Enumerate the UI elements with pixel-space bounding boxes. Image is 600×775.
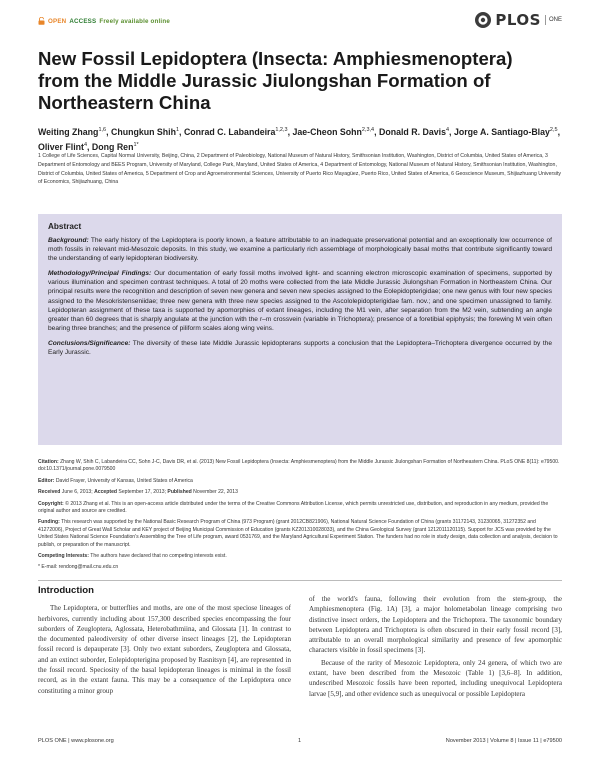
editor: Editor: David Frayer, University of Kansas, United States of America <box>38 477 193 484</box>
conclusions-text: The diversity of these late Middle Jurassic lepidopterans supports a conclusion that the Lepidoptera–Trichoptera divergence occurred by the Early Jurassic. <box>48 339 552 357</box>
article-metadata <box>38 459 562 576</box>
page-footer <box>38 738 562 748</box>
intro-paragraph-1: The Lepidoptera, or butterflies and moths, are one of the most speciose lineages of herbivores, currently including about 157,300 described species encompassing the four suborders of Zeugloptera, Aglossata, Heterobathmiina, and Glossata [1]. In contrast to the documented paleodiversity of other diverse insect lineages [2], the Lepidopteran fossil record is depauperate [3]. Only two extant suborders, Zeugloptera and Glossata, and an extinct suborder, Eolepidopterigina proposed by Rasnitsyn [4], are represented in the fossil record. Speciosity of the basal lepidopteran lineages is minimal in the fossil record, as in the extant fauna. This may be a consequence of the Lepidoptera once constituting a minor group <box>38 604 291 695</box>
author-affiliation-marker: 2,3,4 <box>361 127 375 133</box>
abstract-heading: Abstract <box>48 222 82 231</box>
footer-journal-url[interactable]: PLOS ONE | www.plosone.org <box>38 738 114 744</box>
author-affiliation-marker: 1,2,3 <box>275 127 288 133</box>
open-lock-icon <box>38 17 45 25</box>
abstract-conclusions <box>48 339 552 357</box>
author-name: Dong Ren$^{1*}$ <box>91 141 139 152</box>
author-name: Chungkun Shih$^1$ <box>110 126 180 137</box>
plos-wordmark: PLOS <box>495 11 541 29</box>
conclusions-lead: Conclusions/Significance: <box>48 339 131 347</box>
email[interactable]: * E-mail: rendong@mail.cnu.edu.cn <box>38 564 119 571</box>
journal-header <box>38 10 562 32</box>
citation: Citation: Zhang W, Shih C, Labandeira CC, Sohn J-C, Davis DR, et al. (2013) New Fossil Lepidoptera (Insecta: Amphiesmenoptera) from the Middle Jurassic Jiulongshan Formation of Northeastern China. PLoS ONE 8(11): e79500. doi:10.1371/journal.pone.0079500 <box>38 459 560 473</box>
author-affiliation-marker: 4 <box>83 141 88 148</box>
background-lead: Background: <box>48 237 89 244</box>
article-title: New Fossil Lepidoptera (Insecta: Amphiesmenoptera) from the Middle Jurassic Jiulongshan Formation of Northeastern China <box>38 48 513 113</box>
access-label: ACCESS <box>69 17 97 25</box>
author-name: Weiting Zhang$^{1,6}$ <box>38 126 107 137</box>
journal-name: ONE <box>545 15 562 25</box>
introduction-heading: Introduction <box>38 585 94 596</box>
intro-paragraph-1-cont: of the world's fauna, following their evolution from the stem-group, the Amphiesmenoptera (Fig. 1A) [3], a major holometabolan lineage comprising two distinctive insect orders, the Lepidoptera and the Trichoptera. The taxonomic boundary between Lepidoptera and Trichoptera is often obscured in their early fossil record [3], attributable to an overall morphological similarity and presence of few apomorphic characters visible in fossil specimens [3]. <box>309 595 562 655</box>
methods-lead: Methodology/Principal Findings: <box>48 270 152 278</box>
footer-issue-info: November 2013 | Volume 8 | Issue 11 | e79500 <box>445 738 562 744</box>
body-column-left <box>38 581 291 698</box>
plos-logo[interactable] <box>474 11 562 29</box>
author-affiliation-marker: 4 <box>445 127 450 133</box>
body-column-right <box>309 594 562 701</box>
funding: Funding: This research was supported by the National Basic Research Program of China (973 Program) (grant 2012CB821906), National Natural Science Foundation of China (grants 31172143, 31230065, 31272352 and 41272006), Project of Great Wall Scholar and KEY project of Beijing Municipal Commission of Education (grants KZ201310028033), and the China Geological Survey (grant 1212011120115). Support for JCS was provided by the United States National Science Foundation's Assembling the Tree of Life program, award 0531769, and the Maryland Agricultural Experiment Station. The funders had no role in study design, data collection and analysis, decision to publish, or preparation of the manuscript. <box>38 519 558 548</box>
author-name: Donald R. Davis$^4$ <box>379 126 450 137</box>
intro-paragraph-2: Because of the rarity of Mesozoic Lepidoptera, only 24 genera, of which two are extant, have been described from the Mesozoic (Table 1) [3,6–8]. In addition, undescribed Mesozoic fossils have been reported, including unequivocal Lepidoptera larvae [5,9], and other evidence such as unequivocal or possible Lepidoptera <box>309 658 562 698</box>
methods-text: Our documentation of early fossil moths involved light- and scanning electron microscopic examination of specimens, supported by various illumination and specimen contrast techniques. A total of 20 moths were collected from the late Middle Jurassic Jiulongshan Formation in Northeastern China. Our principal results were the recognition and description of seven new genera and seven new species assigned to the Eolepidopterigidae; one new genus with four new species assigned to the Mesokristenseniidae; three new genera with three new species assigned to the Ascololepidopterigidae fam. nov.; and one specimen unassigned to family. Lepidopteran assignment of these taxa is supported by apomorphies of extant lineages, including the M1 vein, after separation from the M2 vein, subtending an angle greater than 60 degrees that is sharply angulate at the junction with the r–m crossvein (variable in Trichoptera); presence of a foretibial epiphysis; the forewing M vein often bearing three branches; and the presence of piliform scales along wing veins. <box>48 270 553 332</box>
background-text: The early history of the Lepidoptera is poorly known, a feature attributable to an inadequate preservational potential and an exceptionally low occurrence of moth fossils in relevant mid-Mesozoic deposits. In this study, we examine a particularly rich assemblage of morphologically basal moths that contribute significantly toward the understanding of early lepidopteran biodiversity. <box>48 237 552 263</box>
author-name: Conrad C. Labandeira$^{1,2,3}$ <box>183 126 288 137</box>
author-affiliation-marker: 1,6 <box>98 127 107 133</box>
open-label: OPEN <box>48 17 67 25</box>
freely-available-label: Freely available online <box>99 17 170 25</box>
author-list: Weiting Zhang$^{1,6}$, Chungkun Shih$^1$, Conrad C. Labandeira$^{1,2,3}$, Jae-Cheon Sohn$^{2,3,4}$, Donald R. Davis$^4$, Jorge A. Santiago-Blay$^{2,5}$, Oliver Flint$^4$, Dong Ren$^{1*}$ <box>38 126 561 152</box>
abstract-box <box>38 214 562 445</box>
author-affiliation-marker: 2,5 <box>549 127 558 133</box>
dates: Received June 6, 2013; Accepted September 17, 2013; Published November 22, 2013 <box>38 489 238 496</box>
abstract-methods <box>48 269 552 333</box>
author-affiliation-marker: 1 <box>175 127 180 133</box>
author-name: Jorge A. Santiago-Blay$^{2,5}$ <box>453 126 558 137</box>
page-number: 1 <box>298 738 302 744</box>
author-affiliation-marker: 1* <box>133 141 139 148</box>
copyright: Copyright: © 2013 Zhang et al. This is an open-access article distributed under the terms of the Creative Commons Attribution License, which permits unrestricted use, distribution, and reproduction in any medium, provided the original author and source are credited. <box>38 500 549 515</box>
plos-logo-mark-icon <box>474 11 492 29</box>
open-access-badge[interactable] <box>38 17 170 25</box>
abstract-background <box>48 236 552 263</box>
affiliations: 1 College of Life Sciences, Capital Normal University, Beijing, China, 2 Department of Paleobiology, National Museum of Natural History, Smithsonian Institution, Washington, District of Columbia, United States of America, 3 Department of Entomology and BEES Program, University of Maryland, College Park, Maryland, United States of America, 4 Department of Entomology, National Museum of Natural History, Smithsonian Institution, Washington, District of Columbia, United States of America, 5 Department of Crop and Agroenvironmental Sciences, University of Puerto Rico Mayagüez, Puerto Rico, United States of America, 6 Geoscience Museum, Shijiazhuang University of Economics, Shijiazhuang, China <box>38 153 562 186</box>
author-name: Oliver Flint$^4$ <box>38 141 88 152</box>
author-name: Jae-Cheon Sohn$^{2,3,4}$ <box>292 126 375 137</box>
competing-interests: Competing Interests: The authors have declared that no competing interests exist. <box>38 553 227 560</box>
